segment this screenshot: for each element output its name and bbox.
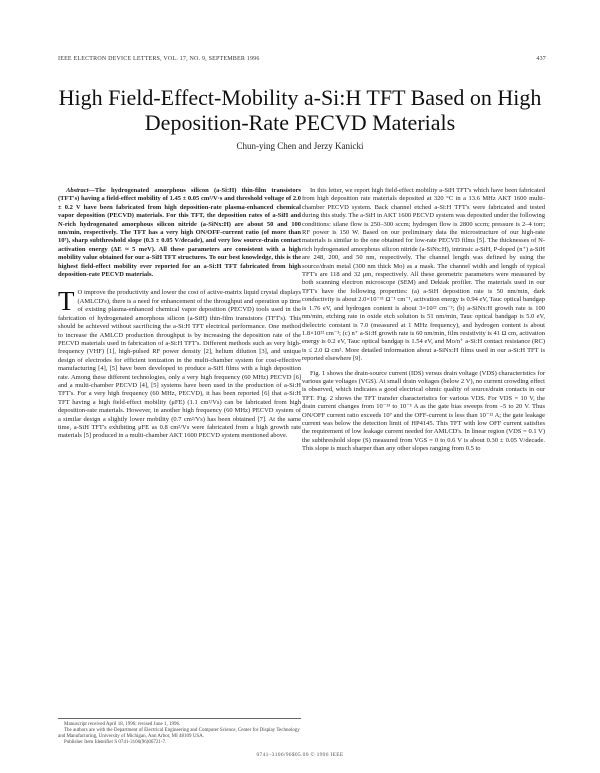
footnote-received: Manuscript received April 18, 1996; revised June 1, 1996. bbox=[64, 722, 181, 727]
intro-paragraph bbox=[58, 286, 301, 440]
left-column bbox=[58, 187, 301, 702]
footnote bbox=[58, 718, 301, 746]
footnote-affiliation: The authors are with the Department of Electrical Engineering and Computer Science, Center for Display Technology and Manufacturing, University of Michigan, Ann Arbor, MI 48109 USA. bbox=[58, 728, 300, 739]
abstract-text: The hydrogenated amorphous silicon (a-Si:H) thin-film transistors (TFT's) having a field-effect mobility of 1.45 ± 0.05 cm²/V·s and threshold voltage of 2.0 ± 0.2 V have been fabricated from high deposition-rate plasma-enhanced chemical vapor deposition (PECVD) materials. For this TFT, the deposition rates of a-SiH and N-rich hydrogenated amorphous silicon nitride (a-SiNx:H) are about 50 and 100 nm/min, respectively. The TFT has a very high ON/OFF-current ratio (of more than 10⁷), sharp subthreshold slope (0.3 ± 0.05 V/decade), and very low source-drain contact activation energy (ΔE ≈ 5 meV). All these parameters are consistent with a high mobility value obtained for our a-SiH TFT structures. To our best knowledge, this is the highest field-effect mobility ever reported for an a-Si:H TFT fabricated from high deposition-rate PECVD materials. bbox=[58, 187, 301, 279]
right-column bbox=[302, 187, 545, 747]
drop-cap: T bbox=[58, 286, 75, 317]
journal-name: IEEE ELECTRON DEVICE LETTERS, VOL. 17, NO. 9, SEPTEMBER 1996 bbox=[58, 56, 260, 62]
body-paragraph-2: Fig. 1 shows the drain-source current (IDS) versus drain voltage (VDS) characteristics for various gate voltages (VGS). At small drain voltages (below 2 V), no current crowding effect is observed, which indicates a good electrical ohmic quality of source/drain contacts in our TFT. Fig. 2 shows the TFT transfer characteristics for various VDS. For VDS = 10 V, the drain current changes from 10⁻¹³ to 10⁻⁵ A as the gate bias sweeps from –5 to 20 V. Thus ON/OFF current ratio exceeds 10⁷ and the OFF-current is less than 10⁻¹² A; the gate leakage current was below the detection limit of HP4145. This TFT with low OFF current satisfies the requirement of low leakage current needed for AMLCD's. In linear region (VDS = 0.1 V) the subthreshold slope (S) measured from VGS = 0 to 0.6 V is about 0.30 ± 0.05 V/decade. This slope is much sharper than any other slopes ranging from 0.5 to bbox=[302, 369, 545, 453]
body-paragraph-1: In this letter, we report high field-effect mobility a-SiH TFT's which have been fabricated from high deposition rate materials deposited at 320 °C in a 13.6 MHz AKT 1600 multi-chamber PECVD system. Back channel etched a-Si:H TFT's were fabricated and tested during this study. The a-SiH in AKT 1600 PECVD system was deposited under the following conditions: silane flow is 250–300 sccm; hydrogen flow is 2800 sccm; pressure is 2–4 torr; RF power is 150 W. Based on our preliminary data the microstructure of our high-rate materials is similar to the one obtained for low-rate PECVD films [5]. The thicknesses of N-rich hydrogenated amorphous silicon nitride (a-SiNx:H), intrinsic a-SiH, P-doped (n⁺) a-SiH are 248, 200, and 50 nm, respectively. The channel length was defined by using the source/drain metal (300 nm thick Mo) as a mask. The channel width and length of typical TFT's are 118 and 32 μm, respectively. All these geometric parameters were measured by both scanning electron microscope (SEM) and Dektak profiler. The materials used in our TFT's have the following properties: (a) a-SiH deposition rate is 50 nm/min, dark conductivity is about 2.0×10⁻¹¹ Ω⁻¹ cm⁻¹, activation energy is 0.94 eV, Tauc optical bandgap is 1.76 eV, and hydrogen content is about 3×10²² cm⁻³; (b) a-SiNx:H growth rate is 100 nm/min, etching rate in oxide etch solution is 51 nm/min, Tauc optical bandgap is 5.0 eV, dielectric constant is 7.0 (measured at 1 MHz frequency), and hydrogen content is about 1.8×10²² cm⁻³; (c) n⁺ a-Si:H growth rate is 60 nm/min, film resistivity is 41 Ω cm, activation energy is 0.2 eV, Tauc optical bandgap is 1.54 eV, and Mo/n⁺ a-Si:H contact resistance (RC) is ≤ 2.0 Ω cm². More detailed information about a-SiNx:H films used in our a-Si:H TFT is reported elsewhere [9]. bbox=[302, 187, 545, 363]
paper-title: High Field-Effect-Mobility a-Si:H TFT Based on High Deposition-Rate PECVD Materials bbox=[58, 85, 542, 135]
page-number: 437 bbox=[536, 56, 546, 62]
abstract-lead: Abstract— bbox=[66, 187, 95, 194]
copyright-footer: 0741–3106/96$05.00 © 1996 IEEE bbox=[256, 752, 344, 758]
intro-text: O improve the productivity and lower the cost of active-matrix liquid crystal displays (AMLCD's), there is a need for enhancement of the throughput and operation up time of existing plasma-enhanced chemical vapor deposition (PECVD) tools used in the fabrication of hydrogenated amorphous silicon (a-SiH) thin-film transistors (TFT's). This should be achieved without sacrificing the a-Si:H TFT electrical performance. One method to increase the AMLCD production throughput is by increasing the deposition rate of the PECVD materials used in fabrication of a-Si:H TFT's. Different methods such as very high-frequency (VHF) [1], high-pulsed RF power density [2], helium dilution [3], and unique design of electrodes for efficient ionization in the multi-chamber system for cost-effective manufacturing [4], [5] have been developed to produce a-SiH films with a high deposition rate. Among these different technologies, only a very high frequency (60 MHz) PECVD [6] and a multi-chamber PECVD [4], [5] systems have been used in the production of a-Si:H TFT's. For a very high frequency (60 MHz, PECVD), it has been reported [6] that a-Si:H TFT having a high field-effect mobility (μFE) (1.1 cm²/Vs) can be fabricated from high deposition-rate materials. However, in another high frequency (60 MHz) PECVD system of a similar design a slightly lower mobility (0.7 cm²/Vs) has been obtained [7]. At the same time, a-SiH TFT's exhibiting μFE as 0.8 cm²/Vs were fabricated from a high growth rate materials [5] produced in a multi-chamber AKT 1600 PECVD system mentioned above. bbox=[58, 289, 301, 440]
footnote-pii: Publisher Item Identifier S 0741-3106(96)06721-7. bbox=[64, 740, 167, 745]
abstract bbox=[58, 187, 301, 279]
running-head bbox=[58, 56, 546, 62]
paper-authors: Chun-ying Chen and Jerzy Kanicki bbox=[236, 141, 364, 151]
